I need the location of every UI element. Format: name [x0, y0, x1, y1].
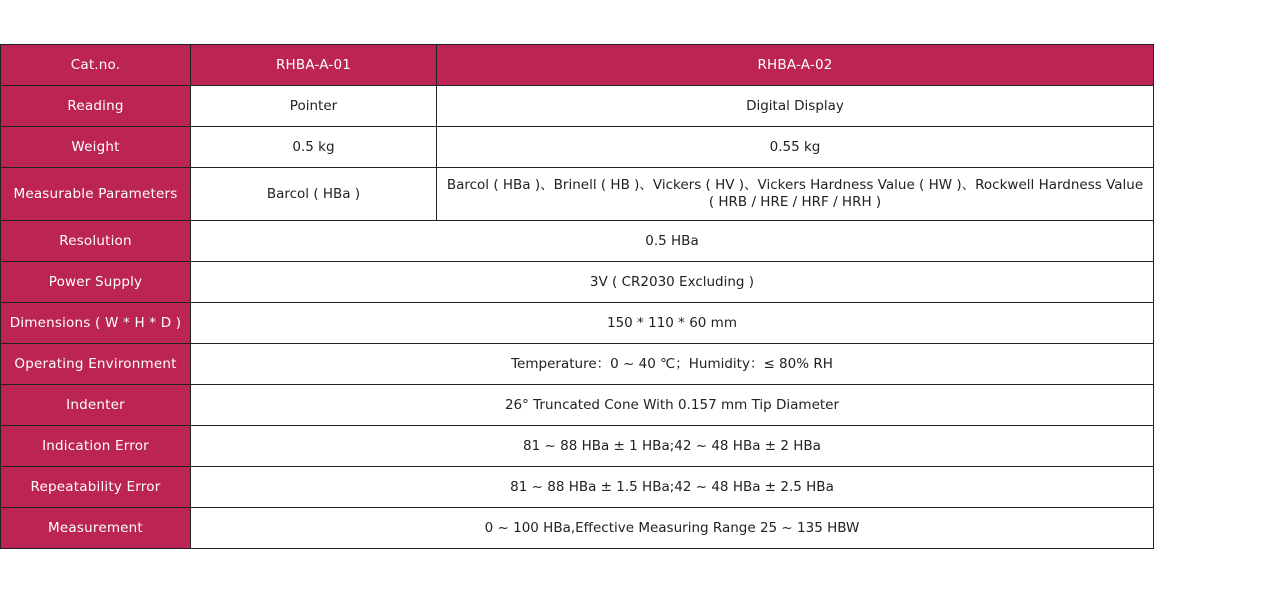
table-row-measurable-parameters: [1, 168, 1154, 221]
table-row-indenter: [1, 385, 1154, 426]
cell-value: 3V ( CR2030 Excluding ): [191, 262, 1154, 303]
row-label: Resolution: [1, 221, 191, 262]
row-label: Power Supply: [1, 262, 191, 303]
cell-value: 81 ~ 88 HBa ± 1.5 HBa;42 ~ 48 HBa ± 2.5 HBa: [191, 467, 1154, 508]
table-row-indication-error: [1, 426, 1154, 467]
cell-value: 81 ~ 88 HBa ± 1 HBa;42 ~ 48 HBa ± 2 HBa: [191, 426, 1154, 467]
cell-a01: 0.5 kg: [191, 127, 437, 168]
row-label: Dimensions ( W * H * D ): [1, 303, 191, 344]
cell-value: 26° Truncated Cone With 0.157 mm Tip Diameter: [191, 385, 1154, 426]
table-header-row: [1, 45, 1154, 86]
row-label: Weight: [1, 127, 191, 168]
cell-value: Temperature：0 ~ 40 ℃；Humidity：≤ 80% RH: [191, 344, 1154, 385]
table-row-reading: [1, 86, 1154, 127]
header-model-a02: RHBA-A-02: [437, 45, 1154, 86]
row-label: Measurable Parameters: [1, 168, 191, 221]
table-row-operating-environment: [1, 344, 1154, 385]
row-label: Indenter: [1, 385, 191, 426]
table-row-repeatability-error: [1, 467, 1154, 508]
table-row-power-supply: [1, 262, 1154, 303]
row-label: Repeatability Error: [1, 467, 191, 508]
row-label: Indication Error: [1, 426, 191, 467]
cell-a02: 0.55 kg: [437, 127, 1154, 168]
table-row-dimensions: [1, 303, 1154, 344]
cell-a02: Barcol ( HBa )、Brinell ( HB )、Vickers ( HV )、Vickers Hardness Value ( HW )、Rockwell Hardness Value ( HRB / HRE / HRF / HRH ): [437, 168, 1154, 221]
cell-value: 150 * 110 * 60 mm: [191, 303, 1154, 344]
cell-a02: Digital Display: [437, 86, 1154, 127]
spec-table: [0, 44, 1154, 549]
header-model-a01: RHBA-A-01: [191, 45, 437, 86]
cell-value: 0 ~ 100 HBa,Effective Measuring Range 25 ~ 135 HBW: [191, 508, 1154, 549]
row-label: Reading: [1, 86, 191, 127]
table-row-resolution: [1, 221, 1154, 262]
row-label: Operating Environment: [1, 344, 191, 385]
header-cat-no: Cat.no.: [1, 45, 191, 86]
row-label: Measurement: [1, 508, 191, 549]
cell-a01: Barcol ( HBa ): [191, 168, 437, 221]
table-row-measurement: [1, 508, 1154, 549]
table-row-weight: [1, 127, 1154, 168]
cell-a01: Pointer: [191, 86, 437, 127]
cell-value: 0.5 HBa: [191, 221, 1154, 262]
